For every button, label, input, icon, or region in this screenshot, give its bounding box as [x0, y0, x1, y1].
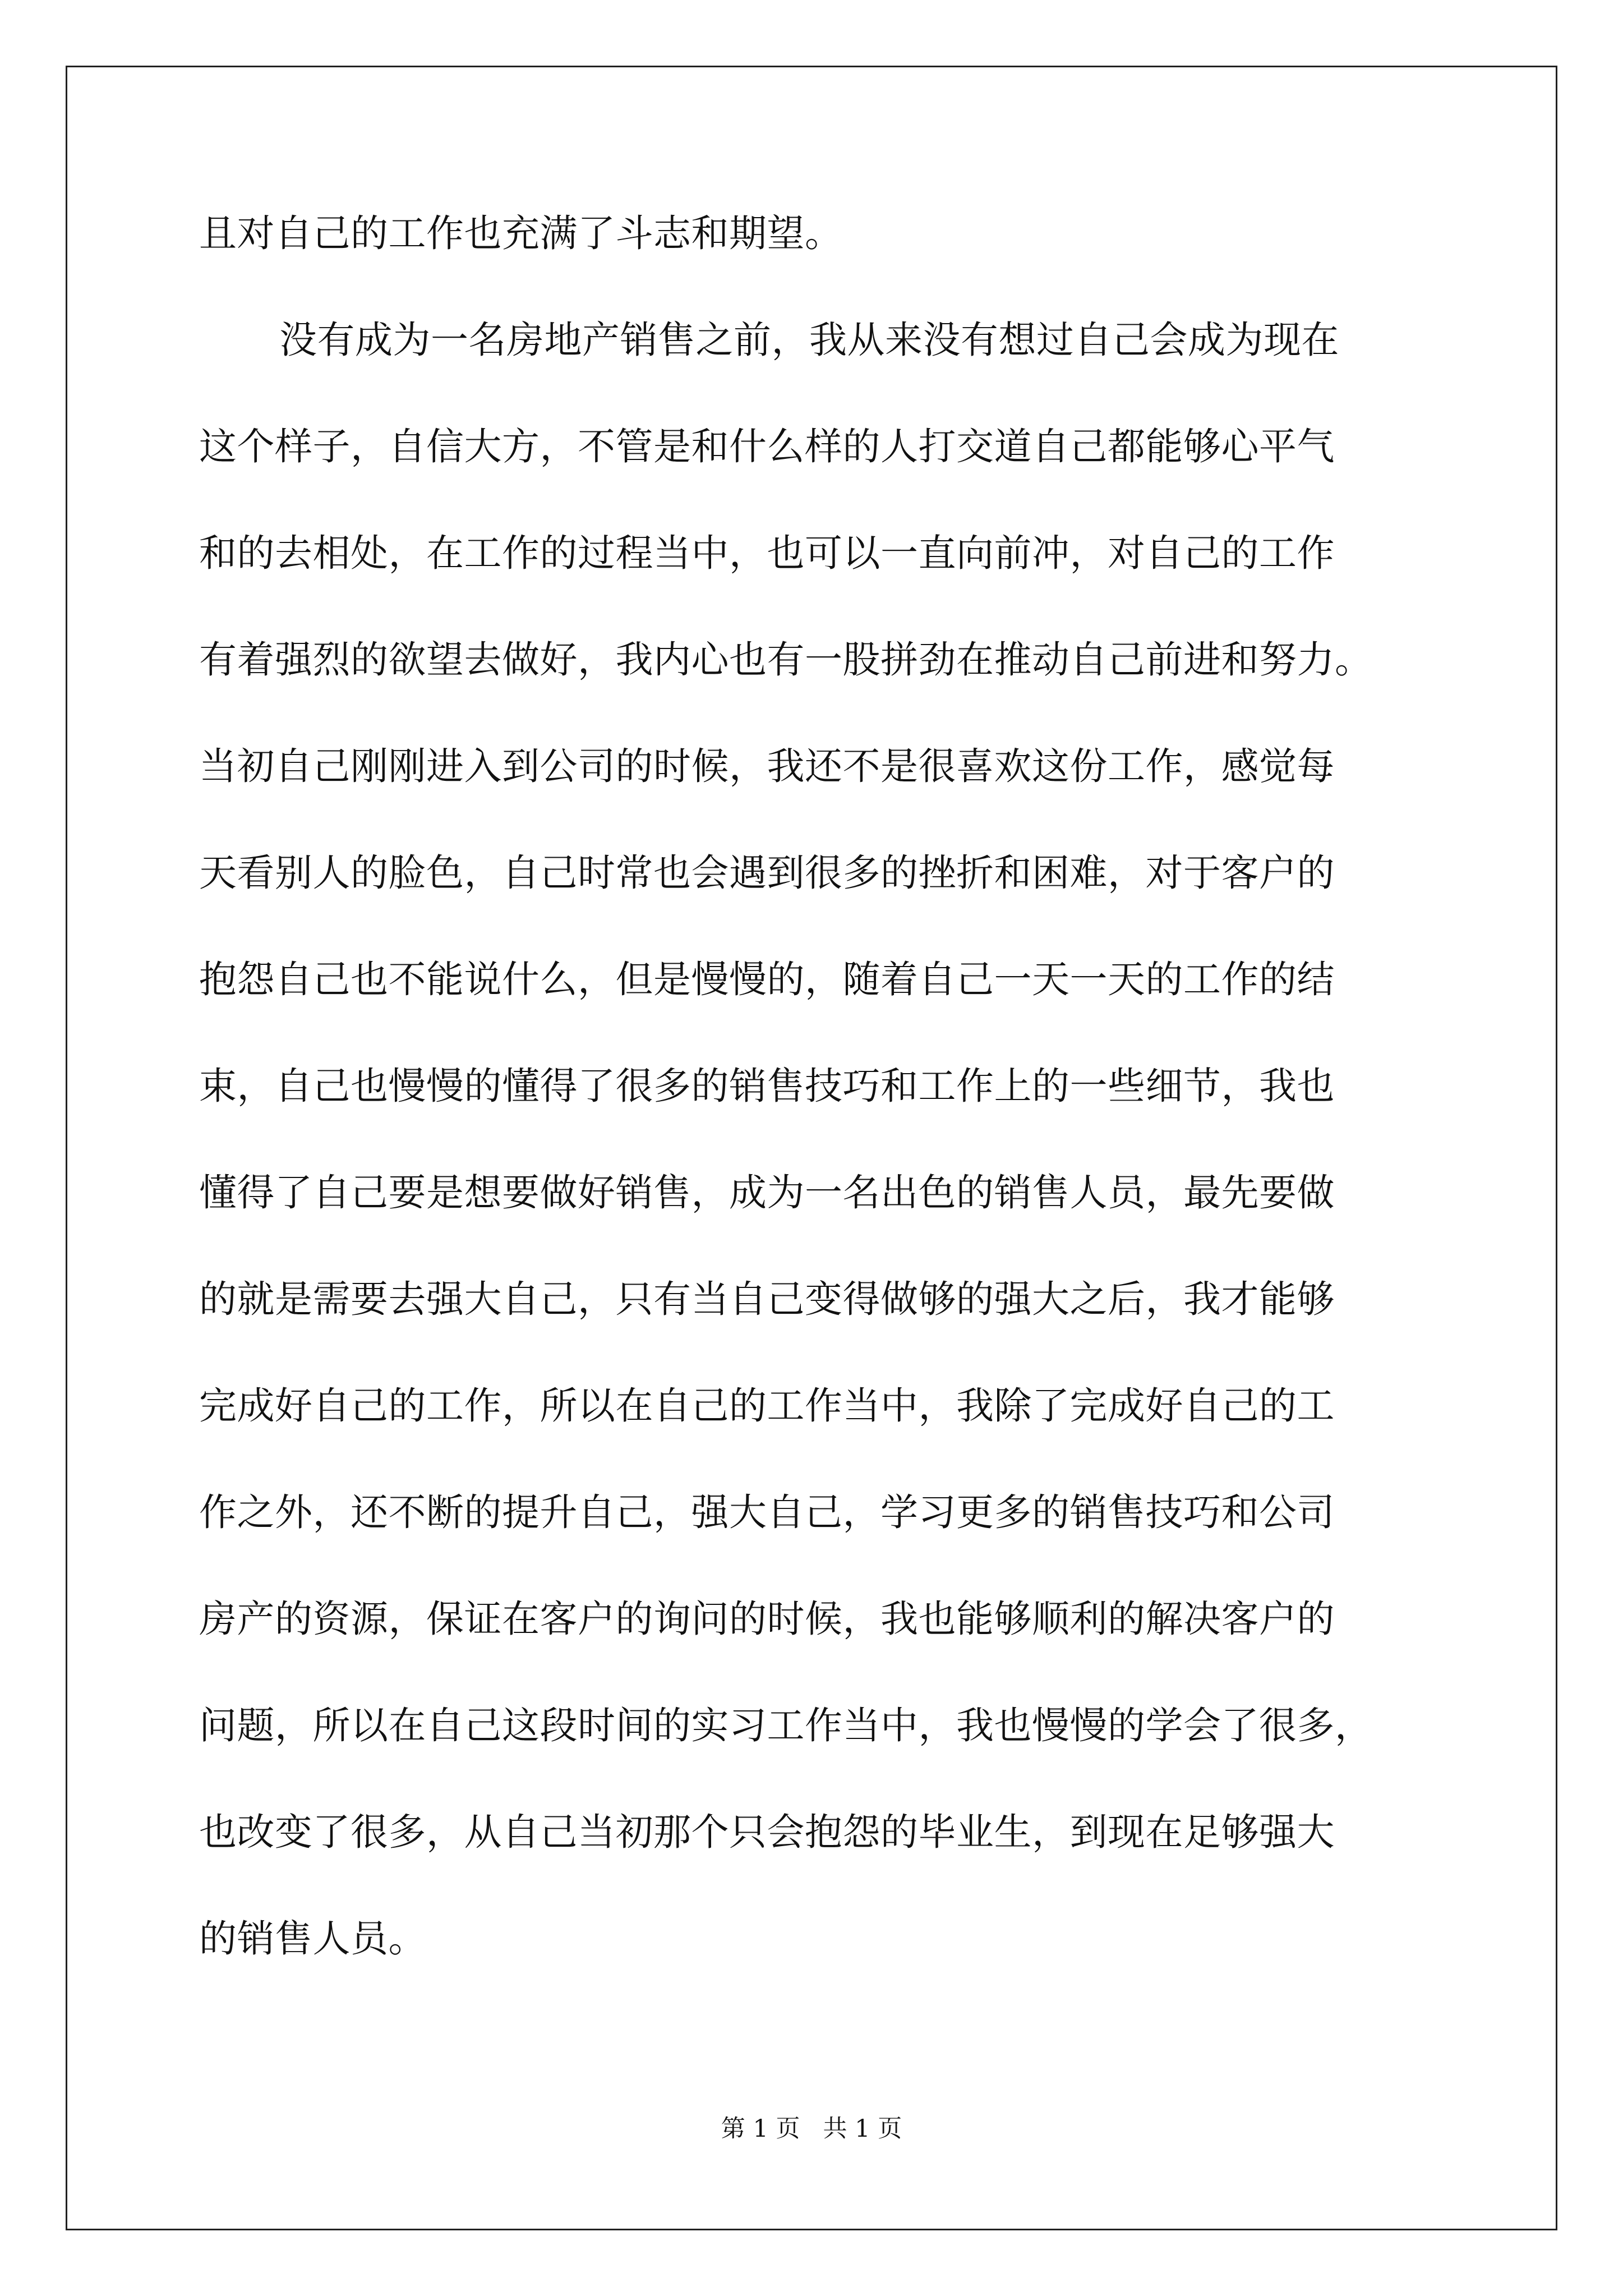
text-line-5: 有着强烈的欲望去做好，我内心也有一股拼劲在推动自己前进和努力。	[199, 638, 1373, 682]
text-line-3: 这个样子，自信大方，不管是和什么样的人打交道自己都能够心平气	[199, 425, 1335, 468]
text-line-11: 的就是需要去强大自己，只有当自己变得做够的强大之后，我才能够	[199, 1277, 1335, 1321]
text-line-13: 作之外，还不断的提升自己，强大自己，学习更多的销售技巧和公司	[199, 1490, 1335, 1534]
text-line-15: 问题，所以在自己这段时间的实习工作当中，我也慢慢的学会了很多，	[199, 1704, 1373, 1747]
text-line-16: 也改变了很多，从自己当初那个只会抱怨的毕业生，到现在足够强大	[199, 1810, 1335, 1854]
text-line-14: 房产的资源，保证在客户的询问的时候，我也能够顺利的解决客户的	[199, 1597, 1335, 1641]
text-line-1: 且对自己的工作也充满了斗志和期望。	[199, 211, 843, 255]
text-line-8: 抱怨自己也不能说什么，但是慢慢的，随着自己一天一天的工作的结	[199, 958, 1335, 1001]
text-line-12: 完成好自己的工作，所以在自己的工作当中，我除了完成好自己的工	[199, 1384, 1335, 1428]
text-line-4: 和的去相处，在工作的过程当中，也可以一直向前冲，对自己的工作	[199, 531, 1335, 575]
text-line-9: 束，自己也慢慢的懂得了很多的销售技巧和工作上的一些细节，我也	[199, 1064, 1335, 1108]
text-line-6: 当初自己刚刚进入到公司的时候，我还不是很喜欢这份工作，感觉每	[199, 744, 1335, 788]
text-line-2: 没有成为一名房地产销售之前，我从来没有想过自己会成为现在	[279, 318, 1339, 362]
text-line-17: 的销售人员。	[199, 1917, 426, 1961]
text-line-10: 懂得了自己要是想要做好销售，成为一名出色的销售人员，最先要做	[199, 1171, 1335, 1214]
page-border	[66, 66, 1557, 2230]
page-number-footer: 第 1 页 共 1 页	[721, 2115, 902, 2143]
text-line-7: 天看别人的脸色，自己时常也会遇到很多的挫折和困难，对于客户的	[199, 851, 1335, 895]
